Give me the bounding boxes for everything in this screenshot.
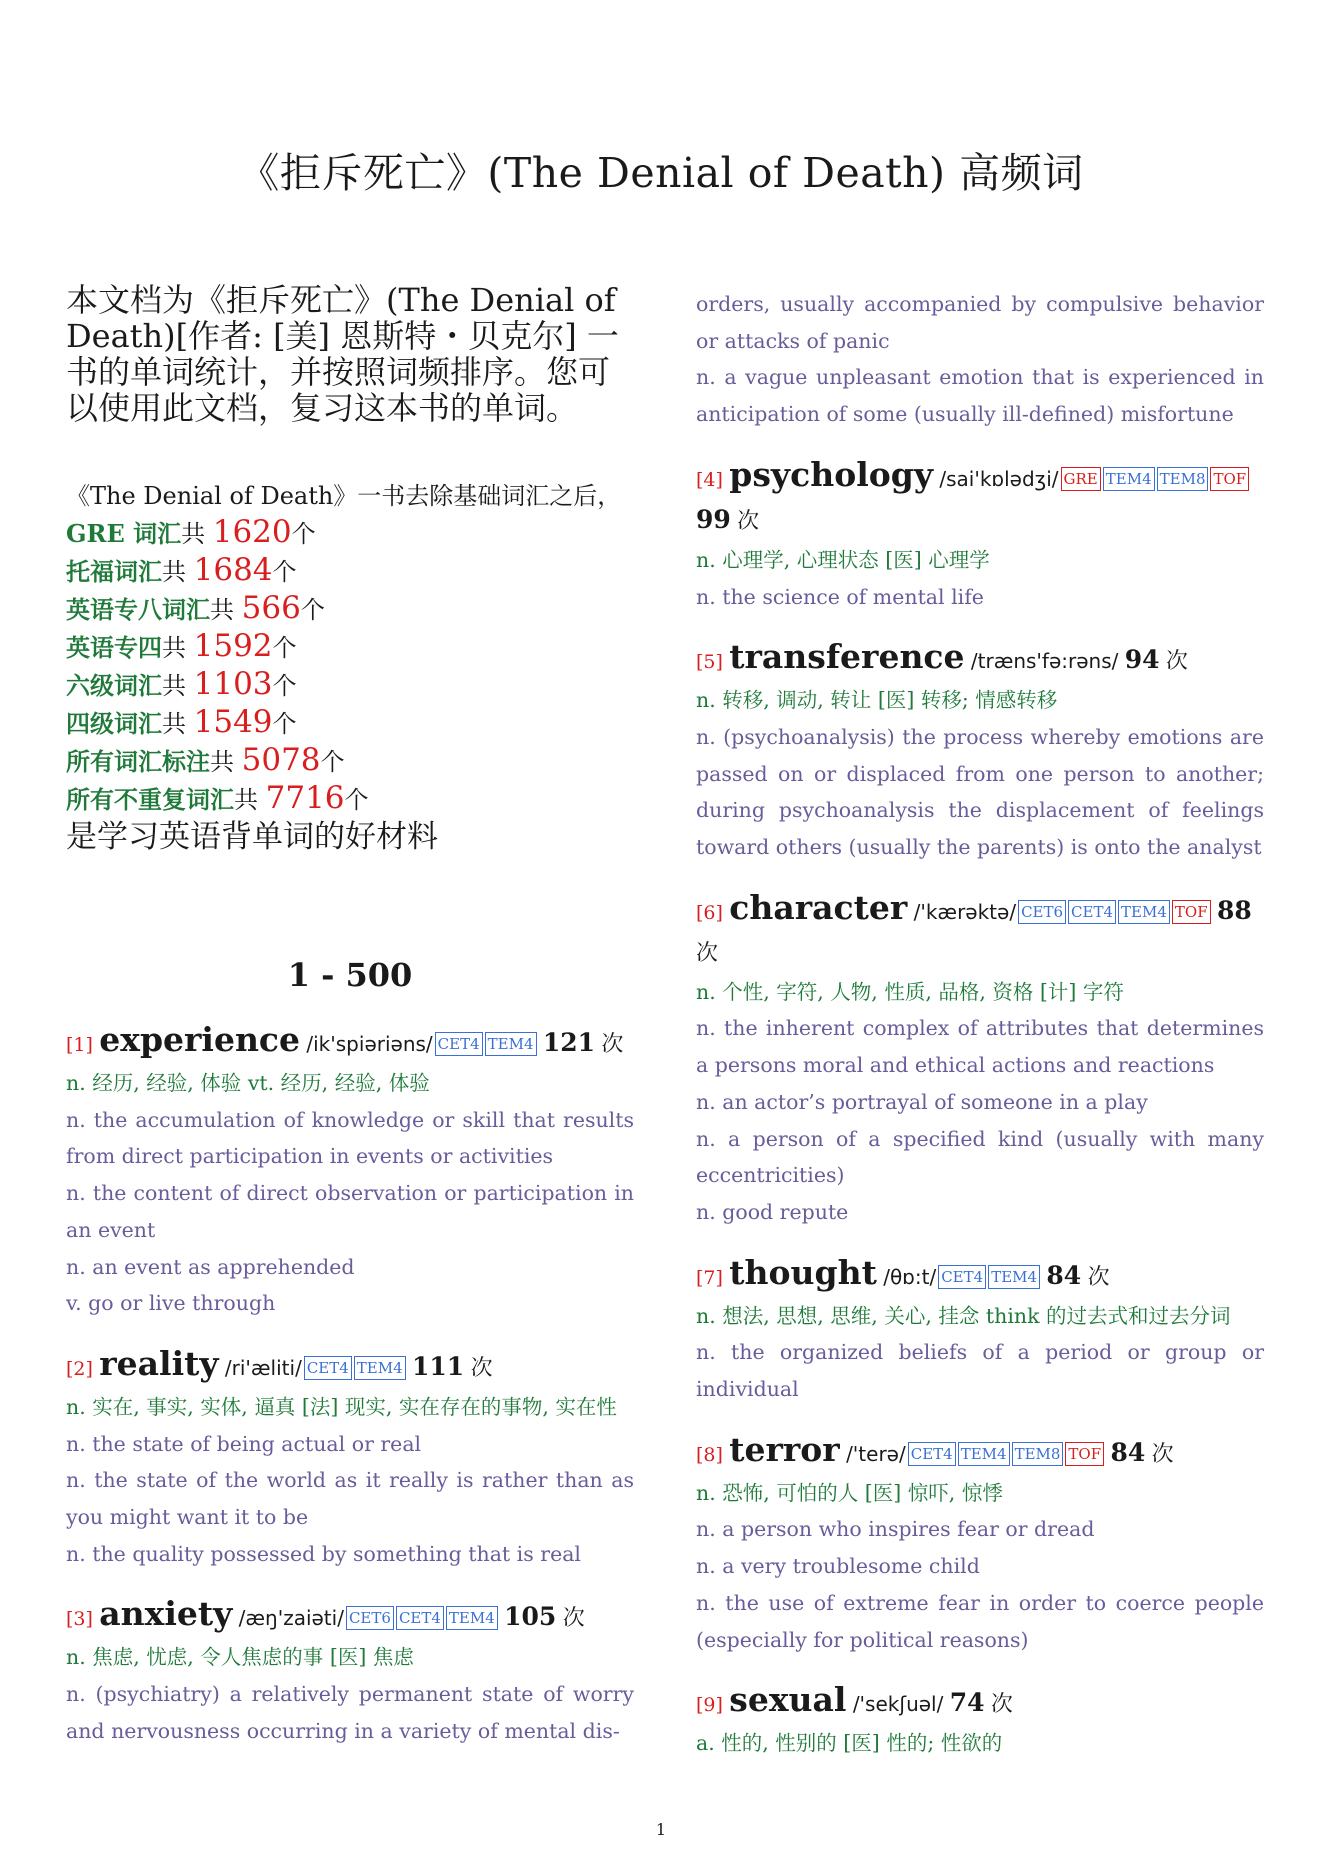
entry-frequency: 105 [504,1602,557,1632]
definition-line: n. a person who inspires fear or dread [696,1517,1095,1542]
word-entry [696,1680,1264,1762]
stat-mid: 共 [210,748,242,776]
entry-phonetic: /ri'æliti/ [224,1355,302,1380]
definition-line: n. 经历, 经验, 体验 vt. 经历, 经验, 体验 [66,1071,430,1095]
definition-line: n. an event as apprehended [66,1254,355,1279]
stat-unit: 个 [272,634,297,662]
stat-mid: 共 [162,672,194,700]
definition-line: n. (psychiatry) a relatively permanent state of worry and nervousness occurring in a variety of mental dis- [66,1682,634,1743]
stat-count: 1684 [193,552,273,588]
level-tag: TEM4 [354,1356,406,1380]
definition-line: n. 个性, 字符, 人物, 性质, 品格, 资格 [计] 字符 [696,979,1124,1004]
level-tag: TEM4 [988,1265,1040,1289]
stat-label: 英语专四 [66,633,162,662]
stat-line [66,666,634,704]
level-tag: CET6 [346,1606,394,1630]
level-tag: TEM8 [1012,1442,1064,1466]
level-tag: TEM4 [958,1442,1010,1466]
stat-unit: 个 [300,596,325,624]
entry-word: reality [99,1343,219,1383]
entry-frequency: 74 [949,1688,985,1718]
stat-count: 566 [241,590,301,626]
definition-line: n. the organized beliefs of a period or group or individual [696,1340,1264,1402]
stat-unit: 个 [272,558,297,586]
definition-line: a. 性的, 性别的 [医] 性的; 性欲的 [696,1731,1003,1756]
entries-left [66,1020,634,1750]
word-entry [696,1430,1264,1659]
frequency-unit: 次 [470,1355,493,1381]
level-tag: CET4 [304,1356,352,1380]
entry-frequency: 84 [1110,1437,1146,1467]
definition-line: n. 实在, 事实, 实体, 逼真 [法] 现实, 实在存在的事物, 实在性 [66,1394,617,1419]
stat-line [66,552,634,590]
entry-frequency: 111 [412,1351,465,1381]
range-heading: 1 - 500 [287,956,413,994]
entry-frequency: 99 [696,504,731,534]
stat-label: GRE 词汇 [66,519,182,548]
word-entry [66,1020,634,1322]
entry-phonetic: /træns'fə:rəns/ [970,649,1119,674]
frequency-unit: 次 [1165,649,1188,675]
definition-line: n. 焦虑, 忧虑, 令人焦虑的事 [医] 焦虑 [66,1645,414,1670]
entry-index: [3] [66,1608,93,1631]
definition-line: orders, usually accompanied by compulsive behavior or attacks of panic [696,292,1264,353]
definition-line: v. go or live through [66,1291,276,1316]
entry-header [696,455,1264,542]
entry-phonetic: /θɒ:t/ [883,1264,937,1289]
level-tag: CET6 [1018,900,1066,924]
definition-line: n. 转移, 调动, 转让 [医] 转移; 情感转移 [696,688,1058,713]
entry-index: [6] [696,901,723,924]
word-entry [696,455,1264,615]
entry-index: [8] [696,1443,723,1466]
entry-word: sexual [729,1680,847,1720]
definition-line: n. a vague unpleasant emotion that is experienced in anticipation of some (usually ill-defined) misfortune [696,365,1264,427]
definition-line: n. (psychoanalysis) the process whereby emotions are passed on or displaced from one person to another; during psychoanalysis the displacement of feelings toward others (usually the parents) is onto the analyst [696,724,1264,860]
entry-header [66,1344,634,1389]
left-column [66,282,634,1772]
stat-count: 5078 [241,742,321,778]
entry-index: [2] [66,1357,93,1380]
entry-index: [5] [696,651,723,674]
entry-word: character [729,887,908,927]
entry-frequency: 84 [1046,1260,1082,1290]
stat-unit: 个 [320,748,345,776]
stat-mid: 共 [162,710,194,738]
definition-line: n. an actor’s portrayal of someone in a play [696,1089,1148,1114]
entry-phonetic: /sai'kɒlədʒi/ [939,466,1059,491]
frequency-unit: 次 [990,1692,1013,1718]
entry-index: [7] [696,1266,723,1289]
word-entry [696,637,1264,866]
frequency-unit: 次 [1087,1264,1110,1290]
entry-header [696,888,1264,974]
stat-count: 1103 [193,666,273,702]
word-entry [696,1253,1264,1408]
level-tag: TEM4 [1103,467,1155,491]
stat-count: 7716 [265,780,345,816]
level-tag: TOF [1172,900,1211,924]
stat-mid: 共 [181,520,213,548]
level-tag: TOF [1210,467,1249,491]
entry-frequency: 88 [1216,895,1252,925]
stat-line [66,590,634,628]
level-tag: CET4 [908,1442,956,1466]
page-number: 1 [655,1820,667,1839]
intro-paragraph: 本文档为《拒斥死亡》(The Denial of Death)[作者: [美] 恩斯特・贝克尔] 一书的单词统计，并按照词频排序。您可以使用此文档，复习这本书的单词。 [66,281,619,427]
stat-count: 1620 [212,514,292,550]
stat-line [66,780,634,818]
stats-list [66,514,634,818]
entry-word: terror [729,1429,840,1469]
stat-line [66,742,634,780]
entry-frequency: 94 [1124,645,1160,675]
frequency-unit: 次 [696,940,719,966]
level-tag: CET4 [938,1265,986,1289]
frequency-unit: 次 [1151,1441,1174,1467]
frequency-unit: 次 [737,508,760,534]
level-tag: CET4 [1068,900,1116,924]
entry-index: [1] [66,1034,93,1056]
level-tag: GRE [1061,467,1101,491]
entry-word: thought [729,1252,877,1292]
right-column [696,286,1264,1784]
entry-index: [4] [696,468,723,491]
definition-line: n. the quality possessed by something that is real [66,1541,581,1566]
entry-header [696,637,1264,682]
stat-unit: 个 [272,710,297,738]
level-tag: TEM8 [1157,467,1209,491]
level-tag: TOF [1065,1442,1104,1466]
level-tag: TEM4 [446,1606,498,1630]
stat-mid: 共 [234,786,266,814]
entry-word: anxiety [99,1594,233,1634]
definition-line: n. 想法, 思想, 思维, 关心, 挂念 think 的过去式和过去分词 [696,1303,1231,1328]
stat-label: 托福词汇 [66,557,162,586]
entry-word: transference [729,637,965,677]
entry-index: [9] [696,1694,723,1717]
definition-line: n. the state of the world as it really is rather than as you might want it to be [66,1468,634,1530]
stats-lead: 《The Denial of Death》一书去除基础词汇之后， [66,482,622,510]
stat-unit: 个 [291,520,316,548]
stat-line [66,704,634,742]
definition-line: n. good repute [696,1199,849,1224]
definition-line: n. the state of being actual or real [66,1431,422,1456]
stat-label: 所有不重复词汇 [66,785,234,814]
stats-block [66,478,634,856]
stat-unit: 个 [344,786,369,814]
entry-phonetic: /ik'spiəriəns/ [306,1032,433,1056]
entry-word: psychology [729,454,934,494]
definition-line: n. a very troublesome child [696,1554,980,1579]
definition-line: n. 心理学, 心理状态 [医] 心理学 [696,547,990,572]
page-title: 《拒斥死亡》(The Denial of Death) 高频词 [238,149,1084,197]
entry-phonetic: /æŋ'zaiəti/ [238,1606,344,1631]
definition-line: n. the inherent complex of attributes that determines a persons moral and ethical actions and reactions [696,1016,1264,1078]
entry-header [696,1680,1264,1725]
definition-line: n. the use of extreme fear in order to coerce people (especially for political reasons) [696,1590,1264,1652]
stat-mid: 共 [162,634,194,662]
stat-label: 四级词汇 [66,709,162,738]
stat-count: 1592 [193,628,273,664]
entry-word: experience [99,1020,301,1059]
entry-header [66,1594,634,1639]
stat-line [66,628,634,666]
entry-phonetic: /'sekʃuəl/ [852,1692,944,1717]
stat-count: 1549 [193,704,273,740]
entry-header [66,1020,634,1065]
stat-label: 英语专八词汇 [66,595,210,624]
stat-mid: 共 [162,558,194,586]
level-tag: CET4 [435,1032,483,1056]
level-tag: CET4 [396,1606,444,1630]
entry-header [696,1253,1264,1298]
frequency-unit: 次 [601,1032,624,1057]
word-entry [66,1344,634,1573]
entry-frequency: 121 [542,1028,596,1057]
entries-right [696,455,1264,1762]
stat-label: 所有词汇标注 [66,747,210,776]
stat-unit: 个 [272,672,297,700]
definition-line: n. a person of a specified kind (usually with many eccentricities) [696,1126,1264,1188]
level-tag: TEM4 [1118,900,1170,924]
frequency-unit: 次 [562,1606,585,1632]
entry-header [696,1430,1264,1475]
entry-phonetic: /'kærəktə/ [913,899,1017,924]
stats-closing: 是学习英语背单词的好材料 [66,819,438,855]
stat-line [66,514,634,552]
entry-continuation [696,286,1264,433]
stat-mid: 共 [210,596,242,624]
stat-label: 六级词汇 [66,671,162,700]
level-tag: TEM4 [485,1032,537,1056]
entry-phonetic: /'terə/ [846,1441,906,1466]
word-entry [696,888,1264,1231]
definition-line: n. 恐怖, 可怕的人 [医] 惊吓, 惊悸 [696,1480,1003,1505]
definition-line: n. the content of direct observation or participation in an event [66,1181,634,1242]
definition-line: n. the accumulation of knowledge or skill that results from direct participation in events or activities [66,1107,634,1169]
word-entry [66,1594,634,1749]
definition-line: n. the science of mental life [696,584,984,609]
